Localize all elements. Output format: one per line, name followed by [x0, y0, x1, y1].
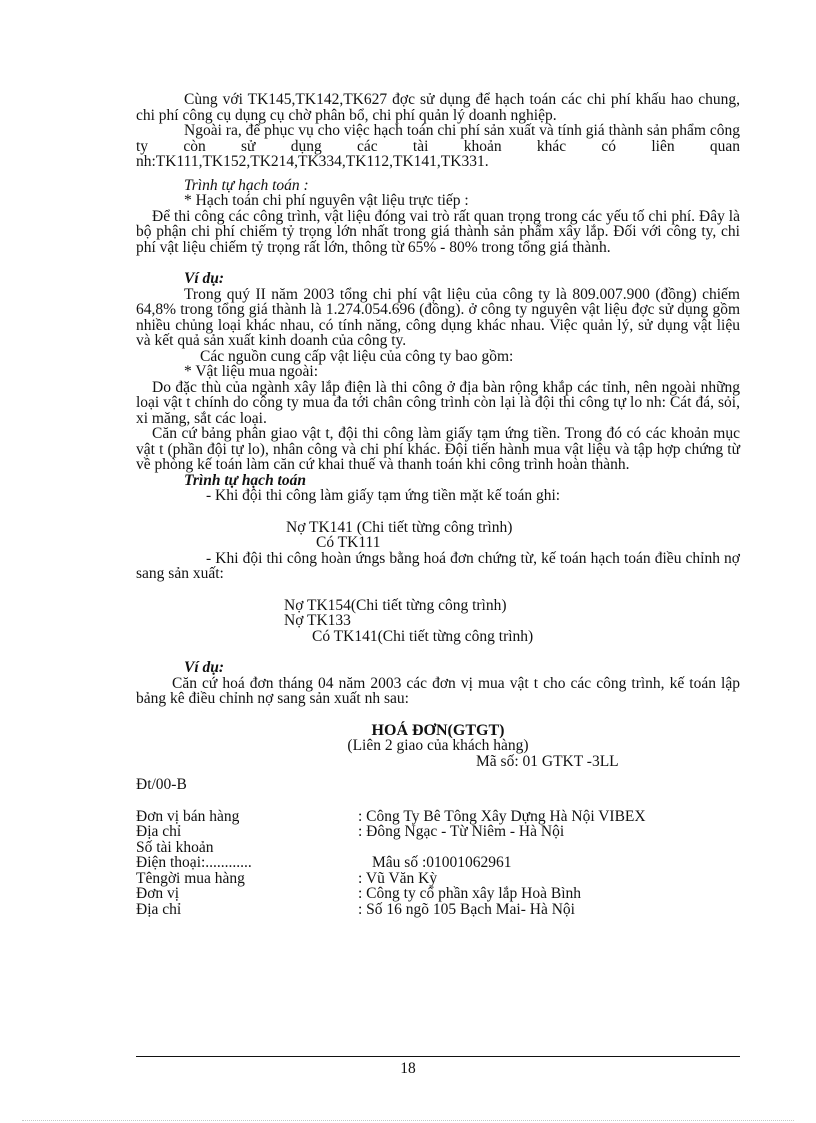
invoice-row — [136, 824, 740, 840]
paragraph: Các nguồn cung cấp vật liệu của công ty bao gồm: — [200, 347, 514, 365]
invoice-subtitle: (Liên 2 giao của khách hàng) — [347, 737, 529, 754]
invoice-details — [136, 809, 740, 918]
paragraph: Ngoài ra, để phục vụ cho việc hạch toán chi phí sản xuất và tính giá thành sản phẩm công ty còn sử dụng các tài khoản khác có liên quan nh:TK111,TK152,TK214,TK334,TK112,TK141,TK331. — [136, 122, 740, 170]
section-heading: Trình tự hạch toán : — [184, 176, 309, 194]
invoice-value: : Số 16 ngõ 105 Bạch Mai- Hà Nội — [358, 900, 575, 918]
paragraph: Căn cứ hoá đơn tháng 04 năm 2003 các đơn vị mua vật t cho các công trình, kế toán lập bảng kê điều chỉnh nợ sang sản xuất nh sau: — [136, 674, 740, 707]
invoice-row — [136, 902, 740, 918]
invoice-value: Mâu số :01001062961 — [372, 854, 512, 871]
subheading: * Hạch toán chi phí nguyên vật liệu trực tiếp : — [184, 192, 469, 209]
paragraph: - Khi đội thi công hoàn ứngs bằng hoá đơn chứng từ, kế toán hạch toán điều chỉnh nợ sang sản xuất: — [136, 549, 740, 582]
journal-entry: Có TK141(Chi tiết từng công trình) — [312, 627, 534, 645]
journal-entry: Nợ TK154(Chi tiết từng công trình) — [284, 596, 507, 614]
invoice-label: Đơn vị — [136, 885, 180, 902]
invoice-label: Địa chỉ — [136, 900, 182, 918]
invoice-code: Mã số: 01 GTKT -3LL — [476, 752, 619, 770]
page-number: 18 — [400, 1060, 416, 1077]
invoice-value — [358, 840, 740, 856]
invoice-value: : Đông Ngạc - Từ Niêm - Hà Nội — [358, 823, 565, 840]
invoice-title: HOÁ ĐƠN(GTGT) — [371, 721, 505, 739]
paragraph: Trong quý II năm 2003 tổng chi phí vật liệu của công ty là 809.007.900 (đồng) chiếm 64,8% trong tổng giá thành là 1.274.054.696 (đồng). ở công ty nguyên vật liệu đợc sử dụng gồm nhiều chủng loại khác nhau, có tính năng, công dụng khác nhau. Việc quản lý, sử dụng vật liệu và kết quả sản xuất kinh doanh của công ty. — [136, 285, 740, 349]
journal-entry: Có TK111 — [316, 534, 381, 551]
invoice-label: Điện thoại:............ — [136, 854, 252, 871]
paragraph: - Khi đội thi công làm giấy tạm ứng tiền mặt kế toán ghi: — [206, 487, 561, 504]
journal-entry: Nợ TK141 (Chi tiết từng công trình) — [286, 518, 513, 536]
invoice-row — [136, 886, 740, 902]
invoice-label: Địa chỉ — [136, 823, 182, 840]
example-heading: Ví dụ: — [184, 659, 225, 676]
document-body — [136, 92, 740, 917]
invoice-label: Têngời mua hàng — [136, 869, 245, 887]
invoice-value: : Công ty cổ phần xây lắp Hoà Bình — [358, 885, 581, 902]
footer-divider — [136, 1056, 740, 1057]
invoice-form-number: Đt/00-B — [136, 776, 187, 793]
invoice-row — [136, 840, 740, 856]
page-bottom-border — [22, 1120, 794, 1121]
invoice-row — [136, 871, 740, 887]
example-heading: Ví dụ: — [184, 270, 225, 287]
invoice-label: Số tài khoản — [136, 838, 214, 856]
section-heading: Trình tự hạch toán — [184, 471, 306, 489]
invoice-row — [136, 855, 740, 871]
paragraph: * Vật liệu mua ngoài: — [184, 363, 319, 380]
paragraph: Để thi công các công trình, vật liệu đóng vai trò rất quan trọng trong các yếu tố chi phí. Đây là bộ phận chi phí chiếm tỷ trọng lớn nhất trong giá thành sản phẩm xây lắp. Đối với công ty, chi phí vật liệu chiếm tỷ trọng rất lớn, thông từ 65% - 80% trong tổng giá thành. — [136, 207, 740, 256]
paragraph: Do đặc thù của ngành xây lắp điện là thi công ở địa bàn rộng khắp các tỉnh, nên ngoài những loại vật t chính do công ty mua đa tới chân công trình còn lại là đội thi công tự lo nh: Cát đá, sỏi, xi măng, sắt các loại. — [136, 378, 740, 427]
invoice-value: : Vũ Văn Kỳ — [358, 869, 438, 887]
paragraph: Căn cứ bảng phân giao vật t, đội thi công làm giấy tạm ứng tiền. Trong đó có các khoản mục vật t (phần đội tự lo), nhân công và chi phí khác. Đội tiến hành mua vật liệu và tập hợp chứng từ về phòng kế toán làm căn cứ khai thuế và thanh toán khi công trình hoàn thành. — [136, 425, 740, 473]
invoice-value: : Công Ty Bê Tông Xây Dựng Hà Nội VIBEX — [358, 807, 646, 825]
invoice-label: Đơn vị bán hàng — [136, 807, 240, 825]
journal-entry: Nợ TK133 — [284, 612, 351, 629]
paragraph: Cùng với TK145,TK142,TK627 đợc sử dụng để hạch toán các chi phí khấu hao chung, chi phí công cụ dụng cụ chờ phân bổ, chi phí quản lý doanh nghiệp. — [136, 91, 740, 124]
invoice-row — [136, 809, 740, 825]
